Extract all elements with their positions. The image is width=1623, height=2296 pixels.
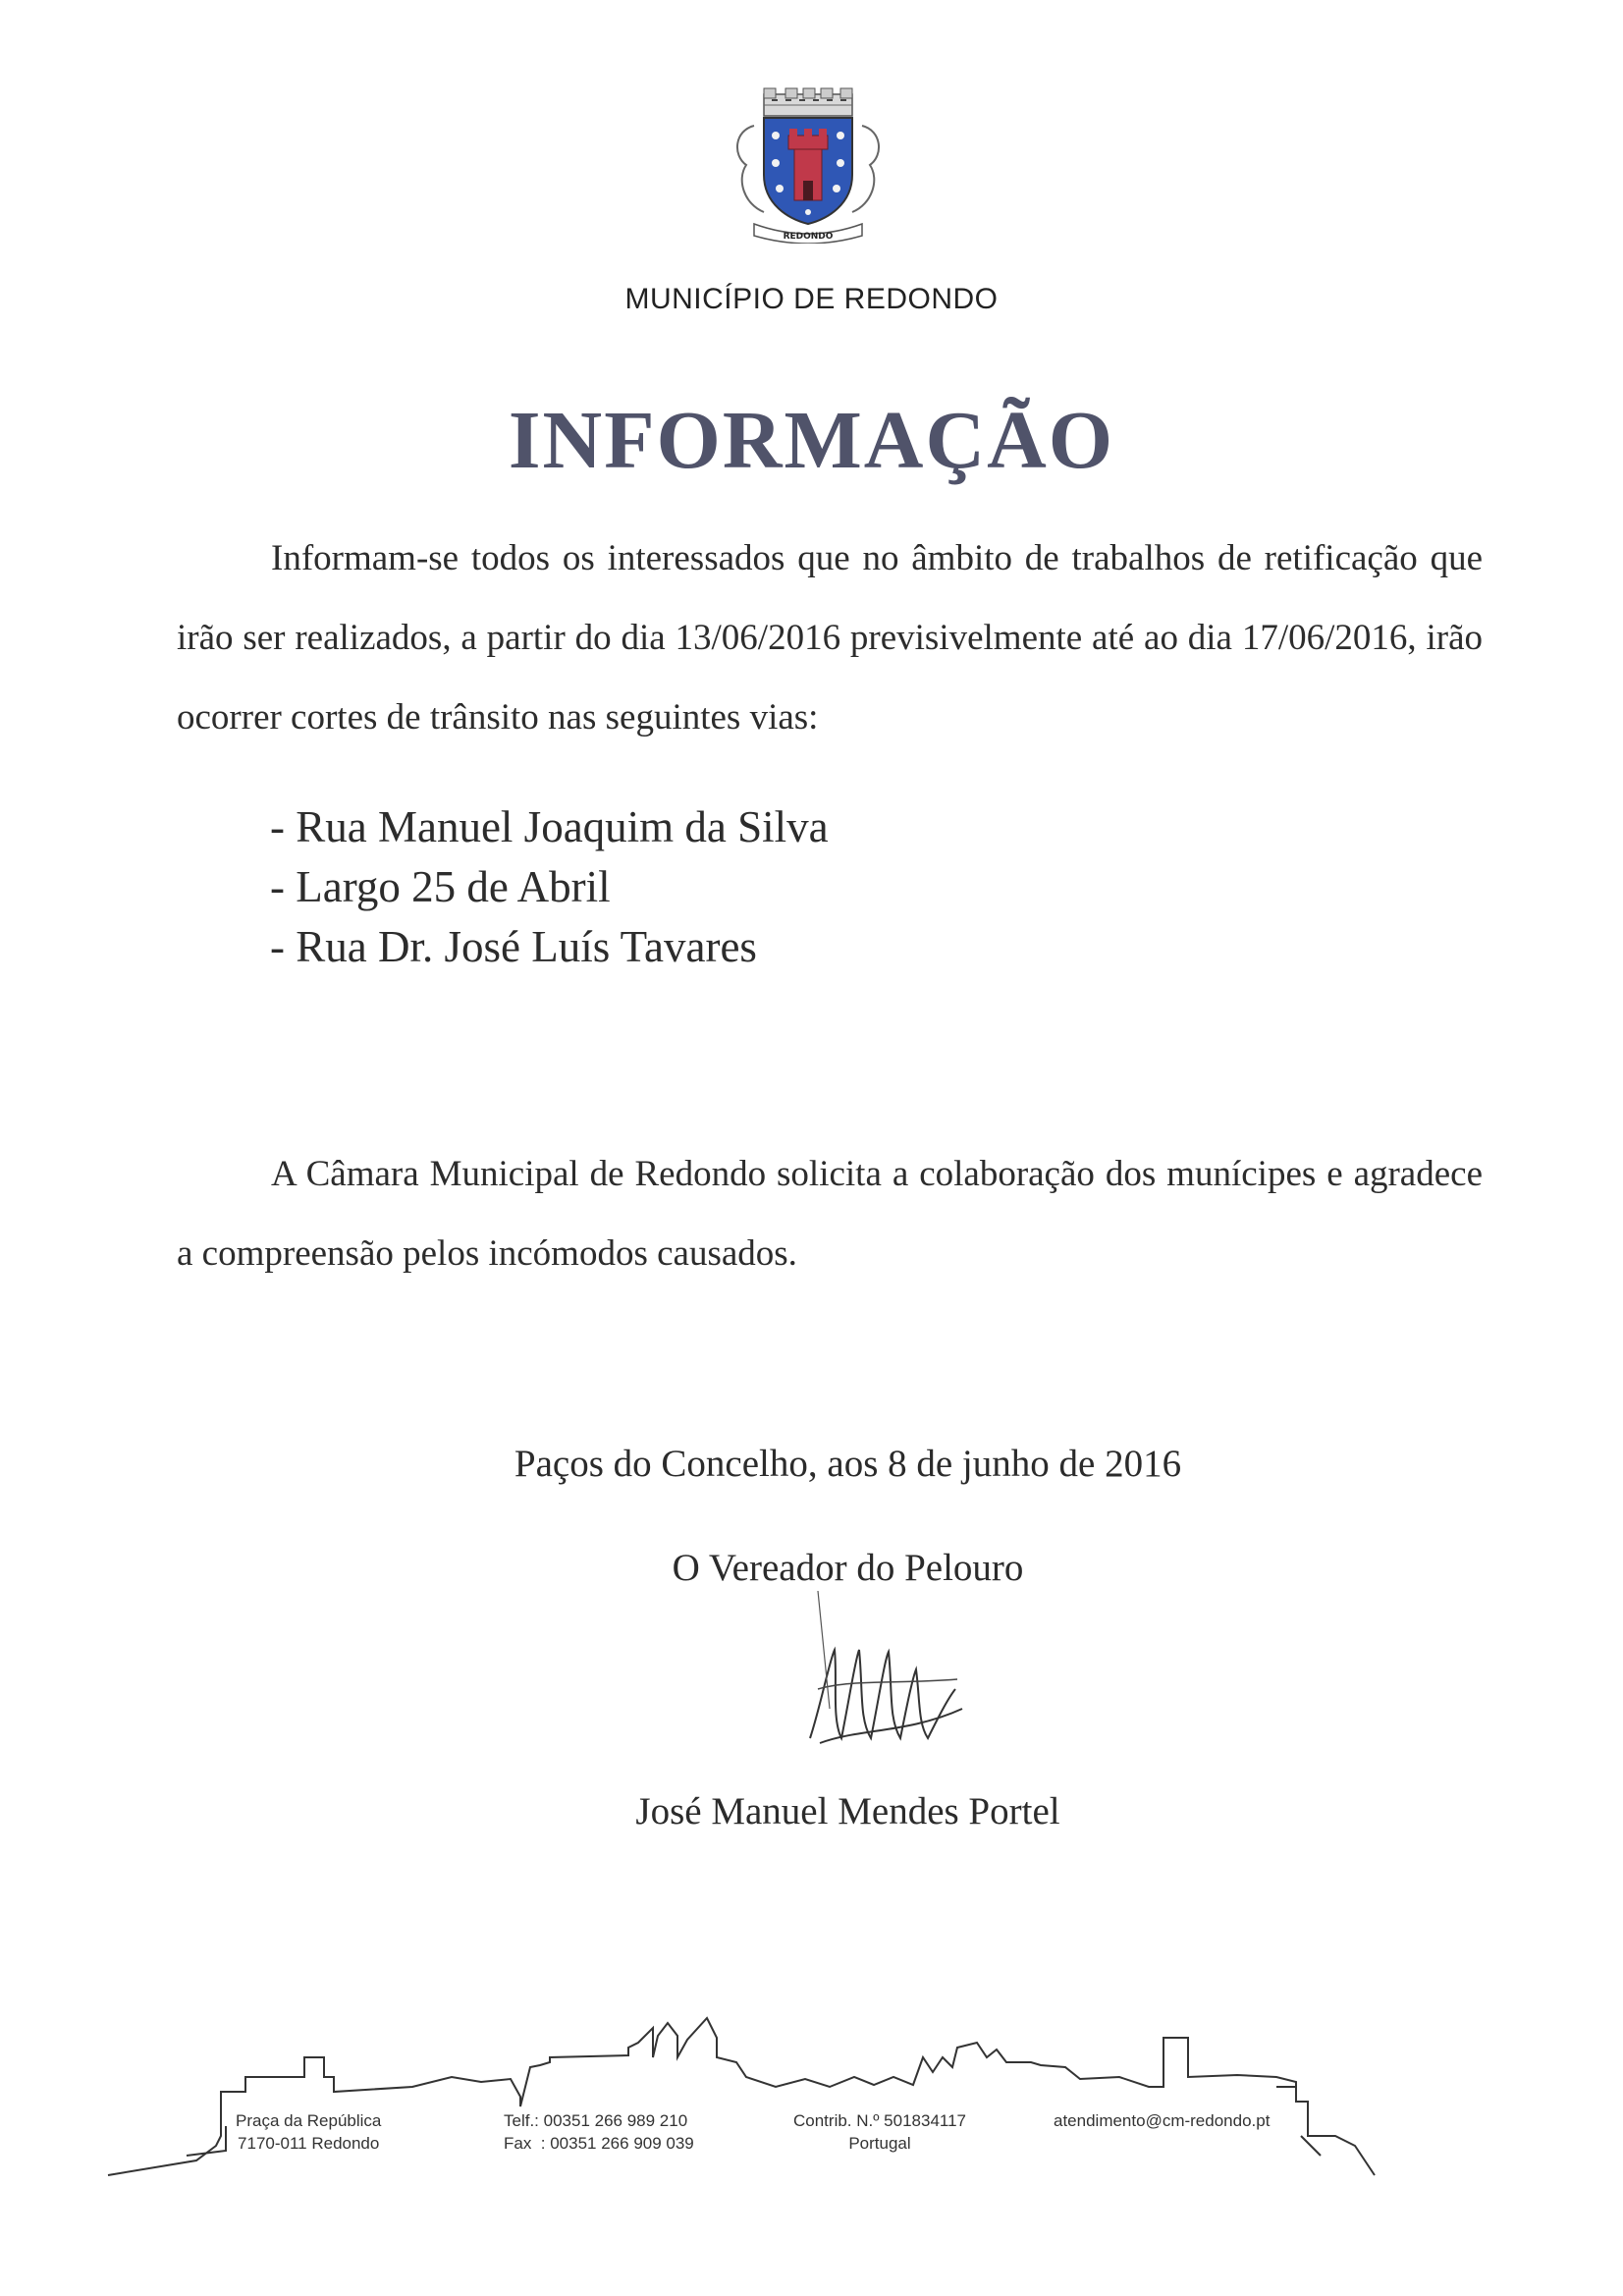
list-item: - Rua Manuel Joaquim da Silva — [270, 802, 829, 851]
municipal-crest-logo — [725, 86, 892, 244]
footer-contacts — [504, 2109, 694, 2155]
list-item: - Largo 25 de Abril — [270, 862, 611, 911]
phone-number: Telf.: 00351 266 989 210 — [504, 2111, 688, 2130]
address-postcode: 7170-011 Redondo — [238, 2134, 380, 2153]
footer-address — [236, 2109, 381, 2155]
place-date: Paços do Concelho, aos 8 de junho de 2016 — [514, 1443, 1182, 1485]
footer-tax — [793, 2109, 966, 2155]
street-list — [270, 797, 829, 977]
fax-number: Fax : 00351 266 909 039 — [504, 2134, 694, 2153]
crown-icon — [764, 88, 852, 116]
closing-text: A Câmara Municipal de Redondo solicita a colaboração dos munícipes e agradece a compreensão pelos incómodos causados. — [177, 1154, 1483, 1274]
document-title: INFORMAÇÃO — [508, 395, 1115, 486]
handwritten-signature — [790, 1591, 987, 1807]
shield-icon — [764, 118, 852, 224]
address-street: Praça da República — [236, 2111, 382, 2130]
list-item: - Rua Dr. José Luís Tavares — [270, 922, 757, 971]
closing-paragraph — [177, 1134, 1483, 1293]
signer-name: José Manuel Mendes Portel — [635, 1790, 1060, 1832]
town-skyline-illustration — [98, 1989, 1434, 2185]
svg-text:REDONDO: REDONDO — [783, 232, 834, 242]
footer-email[interactable]: atendimento@cm-redondo.pt — [1054, 2111, 1271, 2130]
tax-id: Contrib. N.º 501834117 — [793, 2111, 967, 2130]
municipality-name: MUNICÍPIO DE REDONDO — [624, 283, 999, 315]
country: Portugal — [848, 2134, 911, 2153]
intro-text: Informam-se todos os interessados que no âmbito de trabalhos de retificação que irão ser realizados, a partir do dia 13/06/2016 previsivelmente até ao dia 17/06/2016, irão ocorrer cortes de trânsito nas seguintes vias: — [177, 538, 1483, 738]
intro-paragraph — [177, 519, 1483, 757]
signer-role: O Vereador do Pelouro — [672, 1547, 1024, 1589]
